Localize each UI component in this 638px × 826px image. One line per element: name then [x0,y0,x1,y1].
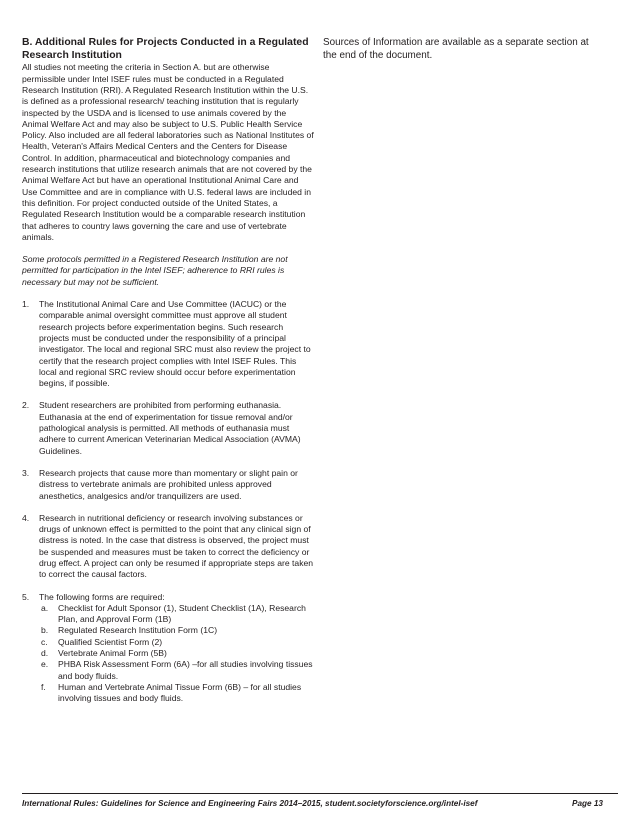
form-letter: f. [41,681,46,692]
page-number: Page 13 [572,799,603,808]
form-item [39,625,314,636]
form-letter: c. [41,636,48,647]
rri-note: Some protocols permitted in a Registered Research Institution are not permitted for participation in the Intel ISEF; adherence to RRI rules is necessary but may not be sufficient. [22,254,288,287]
form-item [39,648,314,659]
form-item [39,637,314,648]
rule-item [22,468,314,502]
form-text: PHBA Risk Assessment Form (6A) –for all studies involving tissues and body fluids. [58,659,313,681]
rule-item [22,513,314,581]
section-heading: B. Additional Rules for Projects Conducted in a Regulated Research Institution [22,37,309,62]
sources-note: Sources of Information are available as a separate section at the end of the document. [323,37,589,61]
form-item [39,682,314,705]
form-letter: e. [41,659,49,670]
form-letter: b. [41,625,49,636]
rule-text: The following forms are required: [39,591,165,602]
form-item [39,659,314,682]
rule-item [22,592,314,705]
form-item [39,603,314,626]
form-text: Checklist for Adult Sponsor (1), Student Checklist (1A), Research Plan, and Approval Form (1B) [58,602,306,625]
form-text: Human and Vertebrate Animal Tissue Form (6B) – for all studies involving tissues and body fluids. [58,681,302,704]
forms-list [39,603,314,705]
rule-text: Research projects that cause more than momentary or slight pain or distress to vertebrate animals are prohibited unless approved anesthetics, analgesics and/or tranquilizers are used. [39,467,298,501]
form-text: Qualified Scientist Form (2) [58,636,163,647]
rule-text: Research in nutritional deficiency or research involving substances or drugs of unknown effect is permitted to the point that any clinical sign of distress is noted. In the case that distress is observed, the project must be suspended and measures must be taken to correct the deficiency or drug effect. A project can only be resumed if appropriate steps are taken to correct the causal factors. [39,512,314,580]
footer-divider [22,793,618,794]
form-letter: d. [41,648,49,659]
form-text: Regulated Research Institution Form (1C) [58,625,218,636]
rule-item [22,299,314,389]
form-letter: a. [41,602,49,613]
intro-paragraph: All studies not meeting the criteria in Section A. but are otherwise permissible under Intel ISEF rules must be conducted in a Regulated Research Institution (RRI). A Regulated Research Institution within the U.S. is defined as a professional research/ teaching institution that is regularly inspected by the USDA and is licensed to use animals covered by the Animal Welfare Act and may also be subject to U.S. Public Health Service Policy. Also included are all federal laboratories such as National Institutes of Health, Veteran's Affairs Medical Centers and the Centers for Disease Control. In addition, pharmaceutical and biotechnology companies and research institutions that utilize research animals that are not covered by the Animal Welfare Act but have an operational Institutional Animal Care and Use Committee and are in compliance with U.S. federal laws are included in this definition. For project conducted outside of the United States, a Regulated Research Institution would be a comparable research institution that adheres to country laws governing the care and use of vertebrate animals. [22,62,314,242]
footer-text: International Rules: Guidelines for Science and Engineering Fairs 2014–2015, student.societyforscience.org/intel-isef [22,799,478,808]
rule-text: Student researchers are prohibited from performing euthanasia. Euthanasia at the end of experimentation for tissue removal and/or pathological analysis is permitted. All methods of euthanasia must adhere to current American Veterinarian Medical Association (AVMA) Guidelines. [39,400,301,456]
rule-number: 3. [22,467,30,478]
rule-item [22,400,314,456]
rule-number: 1. [22,299,30,310]
form-text: Vertebrate Animal Form (5B) [58,648,167,659]
rule-number: 4. [22,512,30,523]
main-column [22,36,314,716]
rule-number: 2. [22,400,30,411]
rule-number: 5. [22,591,30,602]
rules-list [22,299,314,705]
side-column [323,36,603,62]
rule-text: The Institutional Animal Care and Use Committee (IACUC) or the comparable animal oversight committee must approve all student research projects before experimentation begins. Such research projects must be conducted under the responsibility of a principal investigator. The local and regional SRC must also review the project to certify that the research project complies with Intel ISEF Rules. This local and regional SRC review should occur before experimentation begins, if possible. [39,299,311,389]
